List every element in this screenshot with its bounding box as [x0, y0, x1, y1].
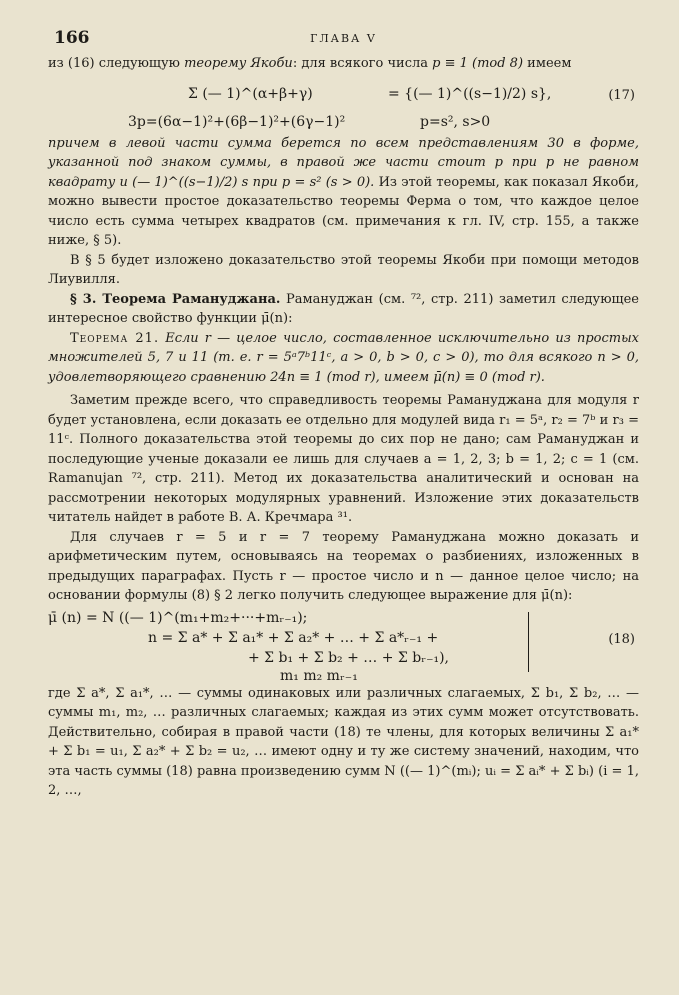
eq18-line3-subscripts: m₁ m₂ mᵣ₋₁ — [280, 667, 358, 684]
page-header — [48, 28, 639, 54]
eq17-rhs-subscript: p=s², s>0 — [420, 113, 491, 130]
eq17-rhs: = {(— 1)^((s−1)/2) s}, — [388, 85, 552, 102]
equation-17 — [48, 76, 639, 130]
paragraph-sums: где Σ a*, Σ a₁*, … — суммы одинаковых или различных слагаемых, Σ b₁, Σ b₂, … — суммы m₁, m₂, … различных слагаемых; каждая из этих сумм может отсутствовать. Действительно, собирая в правой части (18) те члены, для которых величины Σ a₁* + Σ b₁ = u₁, Σ a₂* + Σ b₂ = u₂, … имеют одну и ту же систему значений, находим, что эта часть суммы (18) равна произведению сумм N ((— 1)^(mᵢ); uᵢ = Σ aᵢ* + Σ bᵢ) (i = 1, 2, …, — [48, 685, 639, 798]
eq17-lhs: Σ (— 1)^(α+β+γ) — [188, 85, 313, 102]
theorem-text: Если r — целое число, составленное исключительно из простых множителей 5, 7 и 11 (т. е. r = 5ᵃ7ᵇ11ᶜ, a > 0, b > 0, c > 0), то для всякого n > 0, удовлетворяющего сравнению 24n ≡ 1 (mod r), имеем μ̄(n) ≡ 0 (mod r). — [48, 330, 639, 385]
eq18-line2: n = Σ a* + Σ a₁* + Σ a₂* + … + Σ a*ᵣ₋₁ + — [148, 629, 439, 646]
eq17-lhs-subscript: 3p=(6α−1)²+(6β−1)²+(6γ−1)² — [128, 113, 346, 130]
paragraph-jacobi: причем в левой части сумма берется по всем представлениям 30 в форме, указанной под знаком суммы, в правой же части стоит p при p не равном квадрату и (— 1)^((s−1)/2) s при p = s² (s > 0). Из этой теоремы, как показал Якоби, можно вывести простое доказательство теоремы Ферма о том, что каждое целое число есть сумма четырех квадратов (см. примечания к гл. IV, стр. 155, а также ниже, § 5). — [48, 135, 640, 248]
paragraph-proof-status: Заметим прежде всего, что справедливость теоремы Рамануджана для модуля r будет установлена, если доказать ее отдельно для модулей вида r₁ = 5ᵃ, r₂ = 7ᵇ и r₃ = 11ᶜ. Полного доказательства этой теоремы до сих пор не дано; сам Рамануджан и последующие ученые доказали ее лишь для случаев a = 1, 2, 3; b = 1, 2; c = 1 (см. Ramanujan ⁷², стр. 211). Метод их доказательства аналитический и основан на рассмотрении некоторых модулярных уравнений. Изложение этих доказательств читатель найдет в работе В. А. Кречмара ³¹. — [48, 393, 639, 525]
paragraph-liouville: В § 5 будет изложено доказательство этой теоремы Якоби при помощи методов Лиувилля. — [48, 252, 639, 287]
eq18-brace — [528, 612, 529, 672]
theorem-21 — [48, 329, 639, 388]
paragraph-arithmetic: Для случаев r = 5 и r = 7 теорему Рамануджана можно доказать и арифметическим путем, основываясь на теоремах о разбиениях, изложенных в предыдущих параграфах. Пусть r — простое число и n — данное целое число; на основании формулы (8) § 2 легко получить следующее выражение для μ̄(n): — [48, 529, 639, 603]
equation-18 — [48, 608, 639, 684]
eq18-line1: μ̄ (n) = N ((— 1)^(m₁+m₂+···+mᵣ₋₁); — [48, 609, 308, 626]
running-head: ГЛАВА V — [310, 32, 377, 45]
theorem-label: Теорема 21. — [70, 330, 160, 346]
eq18-number: (18) — [608, 631, 635, 647]
section-title: § 3. Теорема Рамануджана. — [70, 291, 281, 307]
theorem-name: теорему Якоби — [184, 56, 293, 71]
section-ramanujan: § 3. Теорема Рамануджана. Рамануджан (см. ⁷², стр. 211) заметил следующее интересное свойство функции μ̄(n): — [48, 291, 639, 326]
page-number: 166 — [54, 28, 90, 48]
eq18-line3: + Σ b₁ + Σ b₂ + … + Σ bᵣ₋₁), — [248, 649, 450, 666]
eq17-number: (17) — [608, 87, 635, 103]
intro-paragraph: из (16) следующую теорему Якоби: для всякого числа p ≡ 1 (mod 8) имеем — [48, 56, 572, 71]
